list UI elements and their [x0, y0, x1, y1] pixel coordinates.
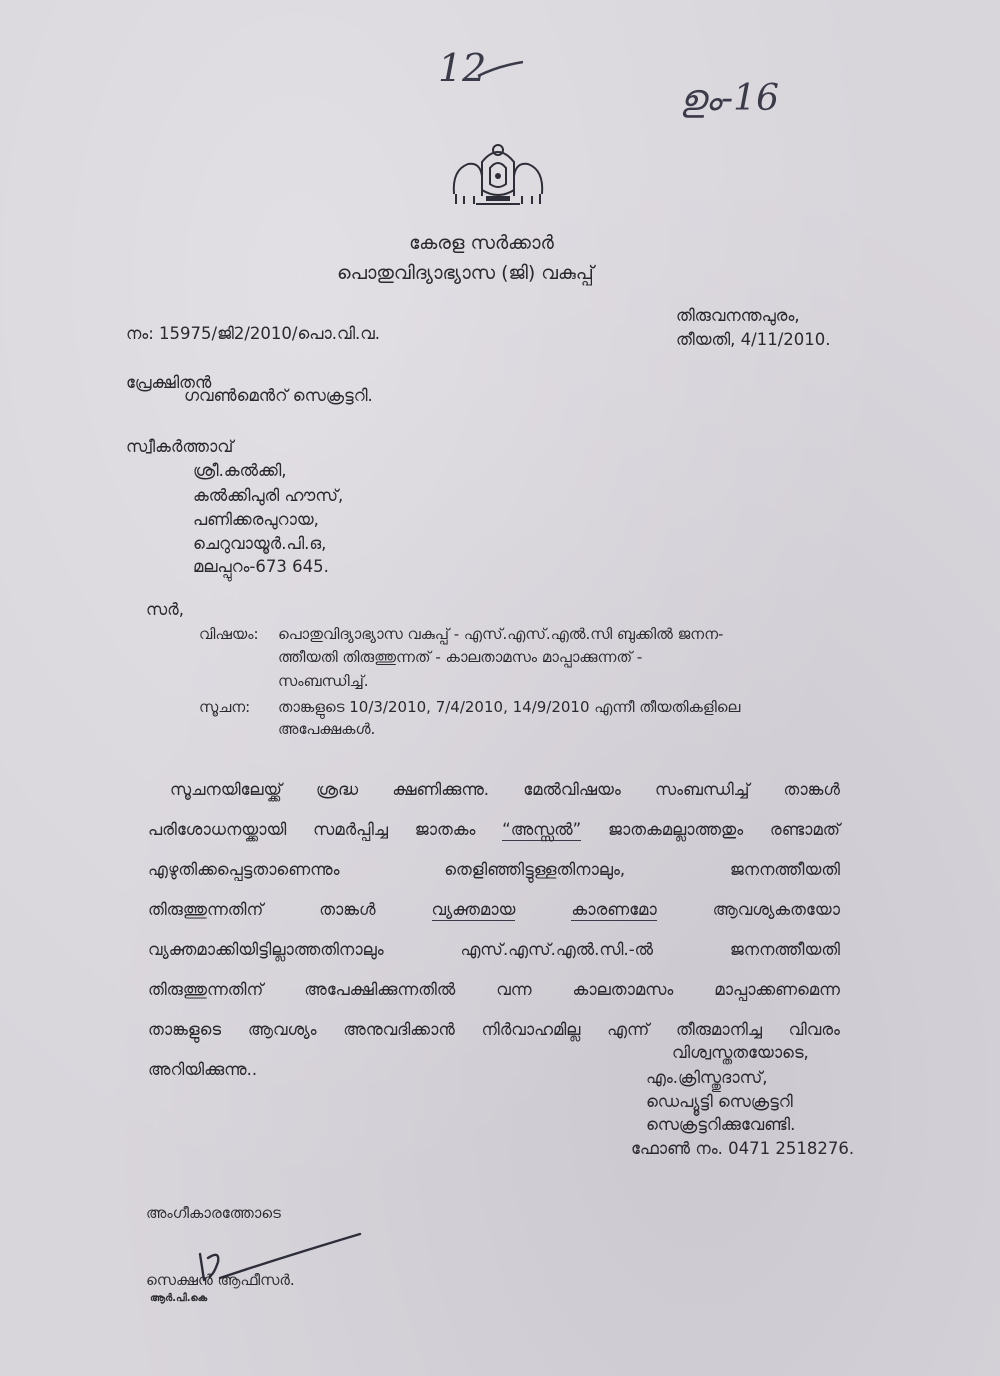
- body-word: താങ്കൾ: [319, 900, 376, 919]
- subject-line: ത്തീയതി തിരുത്തുന്നത് - കാലതാമസം മാപ്പാക്കുന്നത് -: [278, 648, 643, 666]
- body-word: അറിയിക്കുന്നു..: [148, 1060, 258, 1079]
- body-line: [148, 970, 840, 1010]
- body-word: നിർവാഹമില്ല: [481, 1020, 581, 1039]
- body-word: തീരുമാനിച്ച: [676, 1020, 762, 1039]
- body-word: കാരണമോ: [571, 899, 657, 919]
- body-word: ക്ഷണിക്കുന്നു.: [392, 780, 490, 799]
- handwritten-stroke: [438, 56, 528, 86]
- date: തീയതി, 4/11/2010.: [676, 330, 831, 349]
- body-word: തിരുത്തുന്നതിന്: [148, 980, 264, 999]
- recipient-label: സ്വീകർത്താവ്: [126, 437, 234, 456]
- signatory-designation: ഡെപ്യൂട്ടി സെക്രട്ടറി: [646, 1092, 793, 1111]
- body-line: [148, 810, 840, 850]
- body-word: എന്ന്: [607, 1020, 650, 1039]
- body-word: വ്യക്തമായ: [431, 899, 516, 919]
- sender-label: പ്രേക്ഷിതൻ: [126, 373, 212, 392]
- body-word: താങ്കൾ: [783, 780, 840, 799]
- body-word: വിവരം: [788, 1020, 840, 1039]
- body-word: തെളിഞ്ഞിട്ടുള്ളതിനാലും,: [444, 860, 626, 879]
- body-word: ജാതകം: [414, 820, 476, 839]
- initials: ആർ.പി.കെ: [150, 1293, 208, 1304]
- subject-line: പൊതുവിദ്യാഭ്യാസ വകുപ്പ് - എസ്.എസ്.എൽ.സി ബുക്കിൽ ജനന-: [278, 625, 724, 643]
- body-paragraph: [148, 770, 840, 1090]
- phone-number: ഫോൺ നം. 0471 2518276.: [631, 1139, 855, 1158]
- reference-number: നം: 15975/ജി2/2010/പൊ.വി.വ.: [126, 324, 381, 343]
- closing: വിശ്വസ്തതയോടെ,: [672, 1043, 809, 1062]
- body-line: [148, 890, 840, 930]
- body-line: [148, 930, 840, 970]
- reference-note-line: താങ്കളുടെ 10/3/2010, 7/4/2010, 14/9/2010 എന്നീ തീയതികളിലെ: [278, 698, 741, 716]
- body-word: കാലതാമസം: [572, 980, 674, 999]
- sender-name: ഗവൺമെൻറ് സെക്രട്ടറി.: [184, 386, 373, 405]
- subject-label: വിഷയം:: [199, 625, 259, 643]
- body-word: ആവശ്യകതയോ: [712, 900, 840, 919]
- body-word: പരിശോധനയ്ക്കായി: [148, 820, 287, 839]
- body-word: എഴുതിക്കപ്പെട്ടതാണെന്നും: [148, 860, 340, 879]
- place: തിരുവനന്തപുരം,: [676, 306, 800, 325]
- body-word: സമർപ്പിച്ച: [313, 820, 388, 839]
- recipient-address-line: മലപ്പുറം-673 645.: [193, 557, 329, 576]
- body-line: [148, 770, 840, 810]
- body-word: “അസ്സൽ”: [502, 819, 582, 839]
- signatory-name: എം.ക്രിസ്തുദാസ്,: [646, 1068, 768, 1087]
- department-name: പൊതുവിദ്യാഭ്യാസ (ജി) വകുപ്പ്: [337, 262, 594, 284]
- subject-line: സംബന്ധിച്ച്.: [278, 672, 369, 690]
- body-word: ജനനത്തീയതി: [729, 860, 840, 879]
- body-word: മാപ്പാക്കണമെന്ന: [714, 980, 840, 999]
- recipient-address-line: ചെറുവായൂർ.പി.ഒ,: [193, 534, 327, 553]
- body-word: താങ്കളുടെ: [148, 1020, 222, 1039]
- body-word: വന്ന: [496, 980, 532, 999]
- body-word: ജനനത്തീയതി: [729, 940, 840, 959]
- reference-note-line: അപേക്ഷകൾ.: [278, 720, 376, 738]
- body-word: ആവശ്യം: [247, 1020, 317, 1039]
- body-word: രണ്ടാമത്: [769, 820, 840, 839]
- kerala-emblem-icon: [446, 134, 550, 210]
- salutation: സർ,: [146, 600, 184, 619]
- government-name: കേരള സർക്കാർ: [409, 232, 554, 254]
- recipient-address-line: പണിക്കരപുറായ,: [193, 510, 319, 529]
- handwritten-page-number: 12: [438, 46, 487, 90]
- recipient-address-line: കൽക്കിപുരി ഹൗസ്,: [193, 486, 344, 505]
- signatory-on-behalf: സെക്രട്ടറിക്കുവേണ്ടി.: [646, 1115, 796, 1134]
- body-word: വ്യക്തമാക്കിയിട്ടില്ലാത്തതിനാലും: [148, 940, 384, 959]
- body-word: തിരുത്തുന്നതിന്: [148, 900, 264, 919]
- recipient-address-line: ശ്രീ.കൽക്കി,: [193, 461, 287, 480]
- body-word: സൂചനയിലേയ്ക്ക്: [170, 780, 282, 799]
- body-word: അപേക്ഷിക്കുന്നതിൽ: [304, 980, 456, 999]
- handwritten-corner-note: ഉം-16: [680, 78, 779, 119]
- body-word: അനുവദിക്കാൻ: [343, 1020, 455, 1039]
- body-line: [148, 850, 840, 890]
- approval-text: അംഗീകാരത്തോടെ: [146, 1204, 281, 1222]
- body-word: സംബന്ധിച്ച്: [654, 780, 750, 799]
- section-officer: സെക്ഷൻ ആഫീസർ.: [146, 1271, 295, 1289]
- body-word: മേൽവിഷയം: [523, 780, 621, 799]
- body-word: ജാതകമല്ലാത്തതും: [608, 820, 744, 839]
- reference-note-label: സൂചന:: [199, 698, 251, 716]
- body-word: ശ്രദ്ധ: [316, 780, 359, 799]
- body-word: എസ്.എസ്.എൽ.സി.-ൽ: [460, 940, 654, 959]
